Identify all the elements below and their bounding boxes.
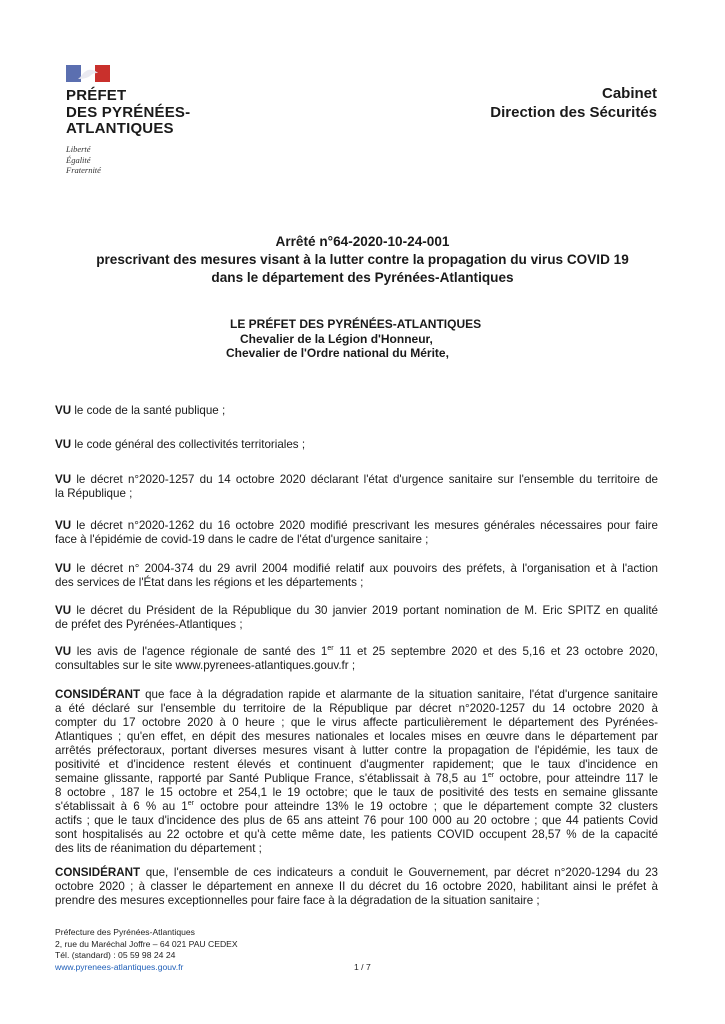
republic-motto <box>66 144 101 176</box>
prefecture-name <box>66 88 190 138</box>
vu-keyword: VU <box>55 404 72 417</box>
footer-line: Préfecture des Pyrénées-Atlantiques <box>55 927 195 937</box>
arrete-subject: prescrivant des mesures visant à la lutter contre la propagation du virus COVID 19 <box>96 252 629 267</box>
prefet-honour-1: Chevalier de la Légion d'Honneur, <box>240 331 433 346</box>
vu-paragraph: VU les avis de l'agence régionale de santé des 1er 11 et 25 septembre 2020 et des 5,16 et 23 octobre 2020, consultables sur le site www.pyrenees-atlantiques.gouv.fr ; <box>55 645 658 672</box>
vu-keyword: VU <box>55 562 72 575</box>
footer-line: 2, rue du Maréchal Joffre – 64 021 PAU CEDEX <box>55 938 238 949</box>
motto-line: Liberté <box>66 144 91 154</box>
marianne-flag-icon <box>66 65 110 82</box>
prefet-title: LE PRÉFET DES PYRÉNÉES-ATLANTIQUES <box>230 317 482 331</box>
prefecture-line: ATLANTIQUES <box>66 120 174 137</box>
footer-website-link[interactable]: www.pyrenees-atlantiques.gouv.fr <box>55 961 184 972</box>
arrete-number: Arrêté n°64-2020-10-24-001 <box>275 234 450 249</box>
vu-keyword: VU <box>55 604 72 617</box>
vu-paragraph: VU le décret n°2020-1257 du 14 octobre 2020 déclarant l'état d'urgence sanitaire sur l'ensemble du territoire de la République ; <box>55 473 658 500</box>
considerant-paragraph: CONSIDÉRANT que, l'ensemble de ces indicateurs a conduit le Gouvernement, par décret n°2020-1294 du 23 octobre 2020 ; à classer le département en annexe II du décret du 16 octobre 2020, habilitant ainsi le préfet à prendre des mesures exceptionnelles pour faire face à la dégradation de la situation sanitaire ; <box>55 866 658 907</box>
motto-line: Égalité <box>66 154 91 165</box>
vu-paragraph: VU le code général des collectivités territoriales ; <box>55 438 306 451</box>
footer-address <box>55 927 238 973</box>
vu-paragraph: VU le décret du Président de la République du 30 janvier 2019 portant nomination de M. Eric SPITZ en qualité de préfet des Pyrénées-Atlantiques ; <box>55 604 658 631</box>
prefet-block <box>0 317 725 361</box>
vu-paragraph: VU le code de la santé publique ; <box>55 404 226 417</box>
vu-paragraph: VU le décret n°2020-1262 du 16 octobre 2020 modifié prescrivant les mesures générales nécessaires pour faire face à l'épidémie de covid-19 dans le cadre de l'état d'urgence sanitaire ; <box>55 519 658 546</box>
prefet-honour-2: Chevalier de l'Ordre national du Mérite, <box>226 346 449 360</box>
arrete-scope: dans le département des Pyrénées-Atlantiques <box>211 270 514 285</box>
vu-keyword: VU <box>55 519 72 532</box>
page-number: 1 / 7 <box>354 962 371 972</box>
prefecture-line: PRÉFET <box>66 87 127 104</box>
vu-paragraph: VU le décret n° 2004-374 du 29 avril 2004 modifié relatif aux pouvoirs des préfets, à l'organisation et à l'action des services de l'État dans les régions et les départements ; <box>55 562 658 589</box>
service-header <box>490 84 657 122</box>
vu-keyword: VU <box>55 473 72 486</box>
service-cabinet: Cabinet <box>601 85 657 102</box>
considerant-keyword: CONSIDÉRANT <box>55 688 141 701</box>
considerant-keyword: CONSIDÉRANT <box>55 866 141 879</box>
motto-line: Fraternité <box>66 165 101 175</box>
considerant-paragraph: CONSIDÉRANT que face à la dégradation rapide et alarmante de la situation sanitaire, l'état d'urgence sanitaire a été déclaré sur l'ensemble du territoire de la République par décret n°2020-1257 du 14 octobre 2020 à compter du 17 octobre 2020 à 0 heure ; que le virus affecte particulièrement le département des Pyrénées- Atlantiques ; qu'en effet, en dépit des mesures nationales et locales mises en œuvre dans le département par arrêtés préfectoraux, portant diverses mesures visant à lutter contre la propagation de l'épidémie, les taux de positivité et d'incidence restent élevés et continuent d'augmenter rapidement; que le taux d'incidence en semaine glissante, rapporté par Santé Publique France, s'établissait à 78,5 au 1er octobre, pour atteindre 117 le 8 octobre , 187 le 15 octobre et 254,1 le 19 octobre; que le taux de positivité des tests en semaine glissante s'établissait à 6 % au 1er octobre pour atteindre 13% le 19 octobre ; que le département compte 32 clusters actifs ; que le taux d'incidence des plus de 65 ans atteint 76 pour 100 000 au 20 octobre ; que 44 patients Covid sont hospitalisés au 22 octobre et qu'à cette même date, les patients COVID occupent 28,57 % de la capacité des lits de réanimation du département ; <box>55 688 659 855</box>
arrete-title <box>40 233 685 287</box>
vu-keyword: VU <box>55 438 72 451</box>
service-direction: Direction des Sécurités <box>490 104 657 121</box>
vu-keyword: VU <box>55 645 72 658</box>
footer-phone: Tél. (standard) : 05 59 98 24 24 <box>55 950 176 960</box>
prefecture-line: DES PYRÉNÉES- <box>66 103 191 121</box>
